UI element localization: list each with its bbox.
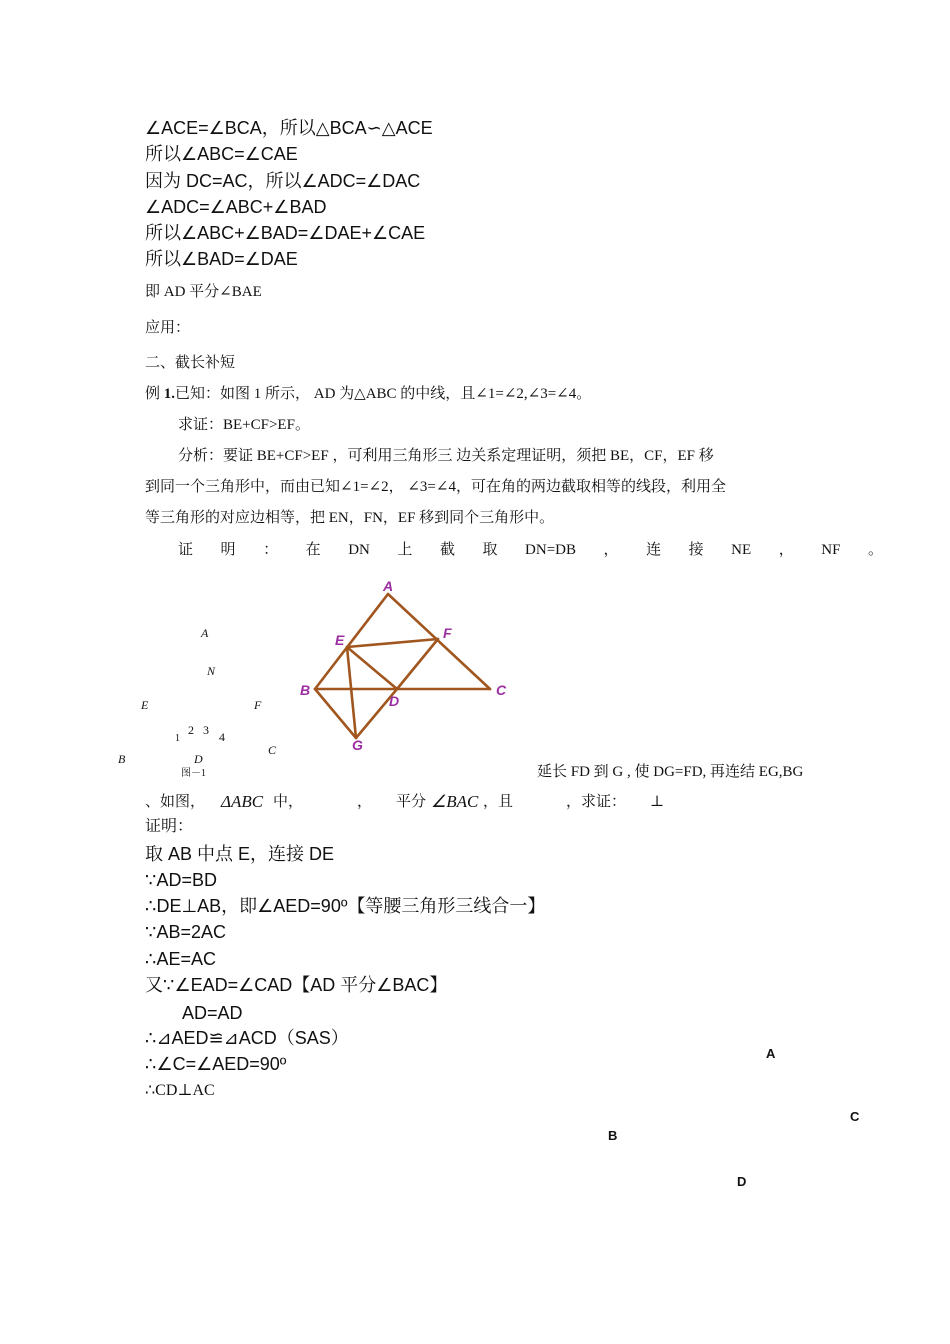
small-fig-angle-4: 4 <box>219 730 225 744</box>
example1-prove: 求证：BE+CF>EF。 <box>178 417 310 433</box>
proof-word: NE <box>731 542 752 558</box>
proof2-line-5: ∴AE=AC <box>145 949 216 969</box>
small-fig-label-n: N <box>207 664 216 678</box>
segment-eg <box>347 647 356 738</box>
ex2-text-1: 、如图， <box>145 794 206 810</box>
example1-analysis-line-2: 到同一个三角形中，而由已知∠1=∠2， ∠3=∠4，可在角的两边截取相等的线段，利用全 <box>145 479 726 495</box>
example1-prefix: 例 <box>145 386 164 402</box>
proof2-line-7: AD=AD <box>182 1003 243 1023</box>
ex2-text-7: ⊥ <box>650 794 665 810</box>
proof-word: 接 <box>688 542 704 558</box>
example1-text: 已知：如图 1 所示， AD 为△ABC 的中线，且∠1=∠2,∠3=∠4。 <box>175 386 592 402</box>
proof-word: 上 <box>397 542 413 558</box>
example1-analysis-line-1: 分析：要证 BE+CF>EF ，可利用三角形三 边关系定理证明，须把 BE，CF，EF 移 <box>178 448 714 464</box>
fig-label-f: F <box>443 625 452 641</box>
segment-ed <box>347 647 397 689</box>
fig-label-c: C <box>496 682 507 698</box>
proof1-line-4: ∠ADC=∠ABC+∠BAD <box>145 197 327 217</box>
small-fig-label-c: C <box>268 743 277 757</box>
proof-word: NF <box>821 542 841 558</box>
proof2-line-2: ∵AD=BD <box>145 870 217 890</box>
fig-label-e: E <box>335 632 345 648</box>
small-fig-label-e: E <box>141 698 149 712</box>
fig3-label-d: D <box>737 1174 747 1189</box>
fig-label-a: A <box>383 578 394 594</box>
ex2-text-6: ，求证： <box>566 794 627 810</box>
ex2-text-2: 中， <box>273 794 304 810</box>
ex2-text-5: ，且 <box>483 794 514 810</box>
proof1-line-3: 因为 DC=AC，所以∠ADC=∠DAC <box>145 171 421 191</box>
proof-word: DN=DB <box>525 542 576 558</box>
proof-word: ， <box>778 542 794 558</box>
ex2-text-4: 平分 <box>396 794 427 810</box>
proof-word: ， <box>603 542 619 558</box>
fig3-label-b: B <box>608 1128 618 1143</box>
proof1-line-6: 所以∠BAD=∠DAE <box>145 249 298 269</box>
example1-statement <box>145 387 591 402</box>
proof-word: 截 <box>439 542 455 558</box>
segment-fd <box>397 639 438 689</box>
example2-line <box>145 792 845 815</box>
ex2-text-3: ， <box>357 794 373 810</box>
proof2-line-8: ∴⊿AED≌⊿ACD（SAS） <box>145 1028 349 1048</box>
proof-word: 明 <box>220 542 236 558</box>
fig-label-d: D <box>389 693 400 709</box>
proof1-line-1: ∠ACE=∠BCA，所以△BCA∽△ACE <box>145 118 433 138</box>
proof-word: 证 <box>178 542 194 558</box>
proof2-line-1: 取 AB 中点 E，连接 DE <box>145 844 335 864</box>
small-fig-label-f: F <box>254 698 262 712</box>
small-fig-label-b: B <box>118 752 126 766</box>
section-heading: 二、截长补短 <box>145 355 236 371</box>
proof2-line-10: ∴CD⊥AC <box>145 1082 215 1099</box>
small-fig-angle-1: 1 <box>175 733 180 744</box>
proof-word: ： <box>263 542 279 558</box>
fig-label-b: B <box>300 682 311 698</box>
triangle-figure <box>290 575 520 755</box>
example1-proof-line <box>178 543 883 558</box>
application-heading: 应用： <box>145 320 191 336</box>
proof-word: 。 <box>867 542 883 558</box>
segment-ab <box>315 594 388 689</box>
fig3-label-a: A <box>766 1046 776 1061</box>
proof-word: 取 <box>482 542 498 558</box>
fig-label-g: G <box>352 737 363 753</box>
small-fig-caption: 图－1 <box>181 768 206 779</box>
ex2-math-angle: ∠BAC <box>431 792 479 811</box>
proof1-line-2: 所以∠ABC=∠CAE <box>145 144 298 164</box>
ex2-math-triangle: ΔABC <box>221 792 264 811</box>
proof-word: 在 <box>305 542 321 558</box>
segment-bg <box>315 689 356 738</box>
example1-extend-line: 延长 FD 到 G , 使 DG=FD, 再连结 EG,BG <box>537 764 804 780</box>
proof2-line-3: ∴DE⊥AB，即∠AED=90º【等腰三角形三线合一】 <box>145 896 546 916</box>
proof2-line-4: ∵AB=2AC <box>145 922 226 942</box>
proof-word: DN <box>348 542 370 558</box>
example1-analysis-line-3: 等三角形的对应边相等，把 EN，FN，EF 移到同个三角形中。 <box>145 510 555 526</box>
proof1-line-7: 即 AD 平分∠BAE <box>145 284 262 300</box>
segment-ef <box>347 639 438 647</box>
proof1-line-5: 所以∠ABC+∠BAD=∠DAE+∠CAE <box>145 223 426 243</box>
small-fig-label-d: D <box>194 752 203 766</box>
example1-number: 1. <box>163 386 176 402</box>
proof2-line-6: 又∵∠EAD=∠CAD【AD 平分∠BAC】 <box>145 975 448 995</box>
small-fig-label-a: A <box>201 626 209 640</box>
small-fig-angle-2: 2 <box>188 723 194 737</box>
proof2-heading: 证明： <box>145 818 194 835</box>
small-fig-angle-3: 3 <box>203 723 209 737</box>
proof2-line-9: ∴∠C=∠AED=90º <box>145 1054 287 1074</box>
fig3-label-c: C <box>850 1109 860 1124</box>
proof-word: 连 <box>646 542 662 558</box>
